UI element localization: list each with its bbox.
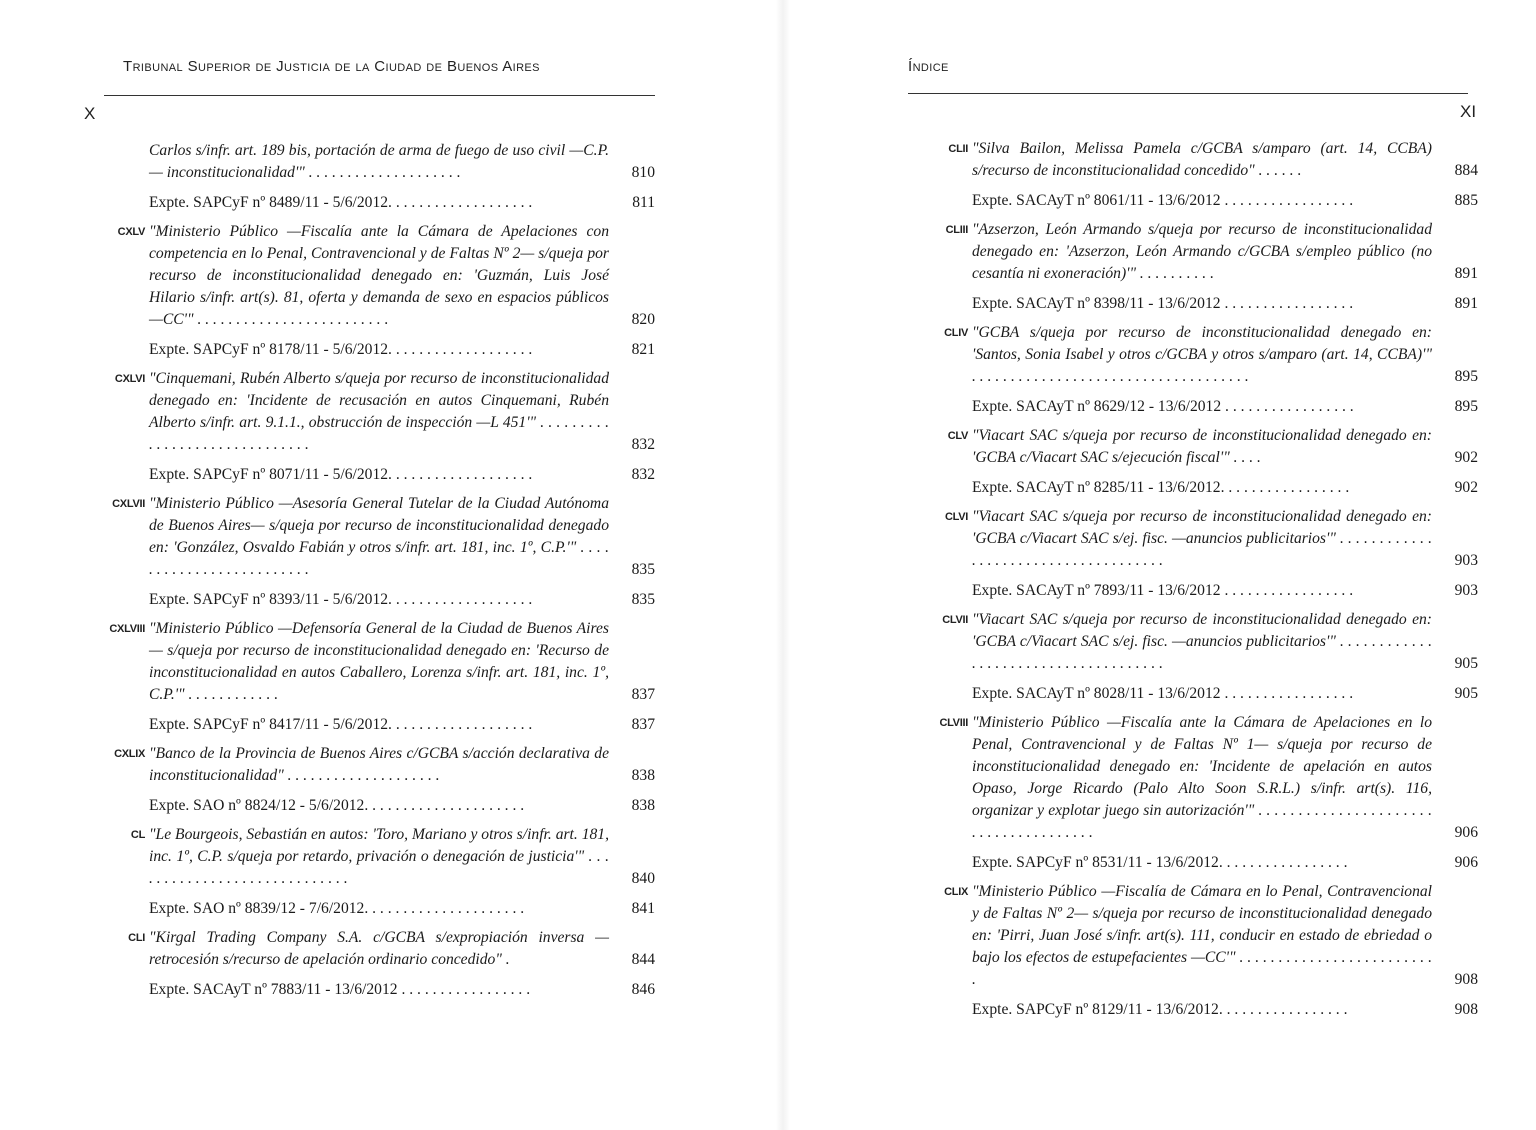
- entry-numeral: CXLIX: [114, 748, 145, 760]
- entry-expte: Expte. SAPCyF nº 8489/11 - 5/6/2012. . . . . . . . . . . . . . . . . . .: [149, 194, 533, 211]
- index-entry: [918, 609, 1478, 705]
- index-entry: [918, 138, 1478, 212]
- entry-numeral: CLVIII: [939, 717, 968, 729]
- entry-numeral: CLVII: [942, 614, 968, 626]
- entry-expte-page-number: 891: [1454, 295, 1478, 312]
- entry-page-number: 905: [1454, 655, 1478, 672]
- entry-numeral: CLIX: [944, 886, 968, 898]
- entry-title: "Banco de la Provincia de Buenos Aires c/GCBA s/acción declarativa de inconstitucionalidad" . . . . . . . . . . . . . . . . . . . .: [149, 745, 609, 784]
- entry-title: "Silva Bailon, Melissa Pamela c/GCBA s/amparo (art. 14, CCBA) s/recurso de inconstitucionalidad concedido" . . . . . .: [972, 140, 1432, 179]
- entry-numeral: CLI: [128, 932, 145, 944]
- entry-numeral: CLIII: [945, 224, 968, 236]
- entry-expte: Expte. SACAyT nº 7893/11 - 13/6/2012 . . . . . . . . . . . . . . . . .: [972, 582, 1354, 599]
- entry-title: "Viacart SAC s/queja por recurso de inconstitucionalidad denegado en: 'GCBA c/Viacart SAC s/ejecución fiscal'" . . . .: [972, 427, 1432, 466]
- entry-expte-page-number: 895: [1454, 398, 1478, 415]
- index-entry: [918, 425, 1478, 499]
- entry-page-number: 891: [1454, 265, 1478, 282]
- index-entry: [918, 881, 1478, 1021]
- entry-expte: Expte. SACAyT nº 7883/11 - 13/6/2012 . . . . . . . . . . . . . . . . .: [149, 981, 531, 998]
- running-head: Índice: [908, 58, 949, 75]
- entry-title: "Viacart SAC s/queja por recurso de inconstitucionalidad denegado en: 'GCBA c/Viacart SAC s/ej. fisc. —anuncios publicitarios'" . . . . . . . . . . . . . . . . . . . . . . . . . . . . . . . . . . . . .: [972, 611, 1432, 672]
- right-page: [768, 0, 1536, 1130]
- index-entry: [95, 618, 655, 736]
- entry-title: "Ministerio Público —Fiscalía ante la Cámara de Apelaciones en lo Penal, Contravencional y de Faltas Nº 1— s/queja por recurso de inconstitucionalidad denegado en: 'Incidente de apelación en autos Opaso, Jorge Ricardo (Palo Alto Soon S.R.L.) s/infr. art(s). 116, organizar y explotar juego sin autorización'" . . . . . . . . . . . . . . . . . . . . . . . . . . . . . . . . . . . . . .: [972, 714, 1432, 841]
- entry-expte: Expte. SAO nº 8839/12 - 7/6/2012. . . . . . . . . . . . . . . . . . . . .: [149, 900, 525, 917]
- header-rule: [104, 95, 655, 96]
- entry-title: "Ministerio Público —Fiscalía ante la Cámara de Apelaciones con competencia en lo Penal, Contravencional y de Faltas Nº 2— s/queja por recurso de inconstitucionalidad denegado en: 'Guzmán, Luis José Hilario s/infr. art(s). 81, oferta y demanda de sexo en espacios públicos —CC'" . . . . . . . . . . . . . . . . . . . . . . . . .: [149, 223, 609, 328]
- index-entry: [918, 506, 1478, 602]
- entry-expte: Expte. SAPCyF nº 8531/11 - 13/6/2012. . . . . . . . . . . . . . . . .: [972, 854, 1348, 871]
- entry-expte-page-number: 838: [631, 797, 655, 814]
- index-entry: [918, 219, 1478, 315]
- entry-page-number: 832: [631, 436, 655, 453]
- entry-numeral: CLV: [947, 430, 968, 442]
- entry-page-number: 835: [631, 561, 655, 578]
- entry-page-number: 820: [631, 311, 655, 328]
- index-entries: [95, 140, 655, 1008]
- index-entries: [918, 138, 1478, 1028]
- index-entry: [95, 368, 655, 486]
- entry-expte-page-number: 903: [1454, 582, 1478, 599]
- header-rule: [908, 93, 1468, 94]
- folio: XI: [1460, 102, 1477, 121]
- entry-expte: Expte. SAPCyF nº 8178/11 - 5/6/2012. . . . . . . . . . . . . . . . . . .: [149, 341, 533, 358]
- entry-expte: Expte. SACAyT nº 8629/12 - 13/6/2012 . . . . . . . . . . . . . . . . .: [972, 398, 1354, 415]
- entry-page-number: 908: [1454, 971, 1478, 988]
- entry-numeral: [95, 140, 149, 214]
- entry-expte: Expte. SACAyT nº 8028/11 - 13/6/2012 . . . . . . . . . . . . . . . . .: [972, 685, 1354, 702]
- entry-title: Carlos s/infr. art. 189 bis, portación de arma de fuego de uso civil —C.P.— inconstitucionalidad'" . . . . . . . . . . . . . . . . . . . .: [149, 142, 609, 181]
- entry-expte: Expte. SAPCyF nº 8071/11 - 5/6/2012. . . . . . . . . . . . . . . . . . .: [149, 466, 533, 483]
- entry-page-number: 810: [631, 164, 655, 181]
- entry-page-number: 838: [631, 767, 655, 784]
- index-entry: [918, 712, 1478, 874]
- entry-numeral: CXLVIII: [109, 623, 145, 635]
- entry-expte-page-number: 811: [632, 194, 655, 211]
- entry-title: "Ministerio Público —Fiscalía de Cámara en lo Penal, Contravencional y de Faltas Nº 2— s/queja por recurso de inconstitucionalidad denegado en: 'Pirri, Juan José s/infr. art(s). 111, conducir en estado de ebriedad o bajo los efectos de estupefacientes —CC'" . . . . . . . . . . . . . . . . . . . . . . . . . .: [972, 883, 1432, 988]
- entry-page-number: 844: [631, 951, 655, 968]
- running-head: Tribunal Superior de Justicia de la Ciudad de Buenos Aires: [123, 58, 540, 75]
- index-entry: [95, 140, 655, 214]
- entry-expte-page-number: 821: [631, 341, 655, 358]
- entry-expte-page-number: 835: [631, 591, 655, 608]
- entry-expte-page-number: 906: [1454, 854, 1478, 871]
- entry-expte-page-number: 841: [631, 900, 655, 917]
- entry-title: "GCBA s/queja por recurso de inconstitucionalidad denegado en: 'Santos, Sonia Isabel y otros c/GCBA y otros s/amparo (art. 14, CCBA)'" . . . . . . . . . . . . . . . . . . . . . . . . . . . . . . . . . . . .: [972, 324, 1432, 385]
- entry-title: "Azserzon, León Armando s/queja por recurso de inconstitucionalidad denegado en: 'Azserzon, León Armando c/GCBA s/empleo público (no cesantía ni exoneración)'" . . . . . . . . . .: [972, 221, 1432, 282]
- entry-expte-page-number: 832: [631, 466, 655, 483]
- entry-title: "Cinquemani, Rubén Alberto s/queja por recurso de inconstitucionalidad denegado en: 'Incidente de recusación en autos Cinquemani, Rubén Alberto s/infr. art. 9.1.1., obstrucción de inspección —L 451'" . . . . . . . . . . . . . . . . . . . . . . . . . . . . . .: [149, 370, 609, 453]
- entry-page-number: 902: [1454, 449, 1478, 466]
- entry-numeral: CL: [130, 829, 145, 841]
- entry-expte: Expte. SAPCyF nº 8417/11 - 5/6/2012. . . . . . . . . . . . . . . . . . .: [149, 716, 533, 733]
- entry-numeral: CXLVII: [112, 498, 145, 510]
- entry-title: "Ministerio Público —Asesoría General Tutelar de la Ciudad Autónoma de Buenos Aires— s/queja por recurso de inconstitucionalidad denegado en: 'González, Osvaldo Fabián y otros s/infr. art. 181, inc. 1º, C.P.'" . . . . . . . . . . . . . . . . . . . . . . . . .: [149, 495, 609, 578]
- entry-numeral: CLII: [948, 143, 968, 155]
- entry-page-number: 895: [1454, 368, 1478, 385]
- entry-expte-page-number: 837: [631, 716, 655, 733]
- folio: X: [84, 104, 96, 123]
- entry-numeral: CLVI: [944, 511, 968, 523]
- entry-page-number: 906: [1454, 824, 1478, 841]
- entry-expte: Expte. SACAyT nº 8285/11 - 13/6/2012. . . . . . . . . . . . . . . . .: [972, 479, 1350, 496]
- entry-expte: Expte. SACAyT nº 8061/11 - 13/6/2012 . . . . . . . . . . . . . . . . .: [972, 192, 1354, 209]
- entry-expte: Expte. SAO nº 8824/12 - 5/6/2012. . . . . . . . . . . . . . . . . . . . .: [149, 797, 525, 814]
- entry-page-number: 884: [1454, 162, 1478, 179]
- index-entry: [95, 824, 655, 920]
- entry-page-number: 837: [631, 686, 655, 703]
- entry-page-number: 903: [1454, 552, 1478, 569]
- entry-title: "Kirgal Trading Company S.A. c/GCBA s/expropiación inversa —retrocesión s/recurso de apelación ordinario concedido" .: [149, 929, 609, 968]
- entry-expte-page-number: 846: [631, 981, 655, 998]
- entry-expte: Expte. SAPCyF nº 8129/11 - 13/6/2012. . . . . . . . . . . . . . . . .: [972, 1001, 1348, 1018]
- entry-expte-page-number: 908: [1454, 1001, 1478, 1018]
- entry-title: "Viacart SAC s/queja por recurso de inconstitucionalidad denegado en: 'GCBA c/Viacart SAC s/ej. fisc. —anuncios publicitarios'" . . . . . . . . . . . . . . . . . . . . . . . . . . . . . . . . . . . . .: [972, 508, 1432, 569]
- entry-expte-page-number: 885: [1454, 192, 1478, 209]
- index-entry: [95, 493, 655, 611]
- entry-title: "Le Bourgeois, Sebastián en autos: 'Toro, Mariano y otros s/infr. art. 181, inc. 1º, C.P. s/queja por retardo, privación o denegación de justicia'" . . . . . . . . . . . . . . . . . . . . . . . . . . . . .: [149, 826, 609, 887]
- entry-numeral: CXLVI: [114, 373, 145, 385]
- entry-expte-page-number: 902: [1454, 479, 1478, 496]
- entry-numeral: CXLV: [117, 226, 145, 238]
- entry-numeral: CLIV: [944, 327, 968, 339]
- entry-page-number: 840: [631, 870, 655, 887]
- index-entry: [95, 743, 655, 817]
- entry-expte: Expte. SACAyT nº 8398/11 - 13/6/2012 . . . . . . . . . . . . . . . . .: [972, 295, 1354, 312]
- index-entry: [95, 221, 655, 361]
- index-entry: [95, 927, 655, 1001]
- index-entry: [918, 322, 1478, 418]
- entry-title: "Ministerio Público —Defensoría General de la Ciudad de Buenos Aires— s/queja por recurso de inconstitucionalidad denegado en: 'Recurso de inconstitucionalidad en autos Caballero, Lorenza s/infr. art. 181, inc. 1º, C.P.'" . . . . . . . . . . . .: [149, 620, 609, 703]
- entry-expte: Expte. SAPCyF nº 8393/11 - 5/6/2012. . . . . . . . . . . . . . . . . . .: [149, 591, 533, 608]
- entry-expte-page-number: 905: [1454, 685, 1478, 702]
